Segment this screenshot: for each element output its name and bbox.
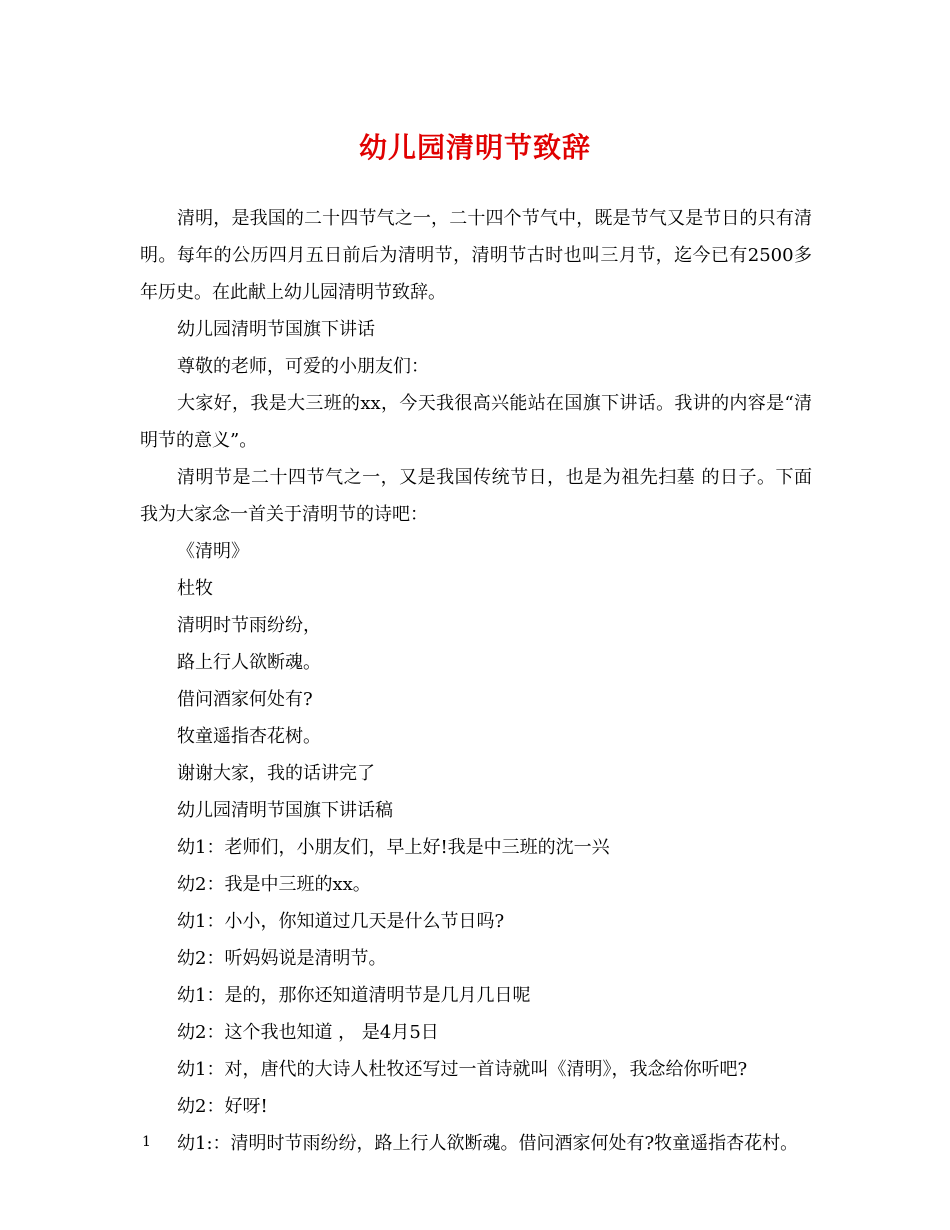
paragraph-salutation: 尊敬的老师，可爱的小朋友们： (177, 356, 429, 377)
paragraph-speech-heading: 幼儿园清明节国旗下讲话 (177, 319, 375, 340)
poem-title: 《清明》 (177, 541, 249, 562)
dialogue-line: 幼1：是的，那你还知道清明节是几月几日呢 (177, 985, 531, 1006)
paragraph-script-heading: 幼儿园清明节国旗下讲话稿 (177, 800, 393, 821)
document-body (140, 200, 812, 1162)
dialogue-line: 幼1：小小，你知道过几天是什么节日吗? (177, 911, 505, 932)
dialogue-line: 幼1：老师们，小朋友们，早上好!我是中三班的沈一兴 (177, 837, 610, 858)
poem-line-1: 清明时节雨纷纷， (177, 615, 321, 636)
poem-line-2: 路上行人欲断魂。 (177, 652, 321, 673)
paragraph-festival-intro: 清明节是二十四节气之一，又是我国传统节日，也是为祖先扫墓 的日子。下面我为大家念一首关于清明节的诗吧： (140, 467, 812, 525)
dialogue-line: 幼1:：清明时节雨纷纷，路上行人欲断魂。借问酒家何处有?牧童遥指杏花村。 (177, 1133, 799, 1154)
poem-author: 杜牧 (177, 578, 213, 599)
dialogue-line: 幼2：这个我也知道 ， 是4月5日 (177, 1022, 439, 1043)
dialogue-line: 幼2：好呀! (177, 1096, 268, 1117)
poem-line-3: 借问酒家何处有? (177, 689, 313, 710)
dialogue-line: 幼2：听妈妈说是清明节。 (177, 948, 387, 969)
dialogue-line: 幼2：我是中三班的xx。 (177, 874, 371, 895)
document-title: 幼儿园清明节致辞 (358, 131, 591, 164)
dialogue-line: 幼1：对，唐代的大诗人杜牧还写过一首诗就叫《清明》，我念给你听吧? (177, 1059, 748, 1080)
paragraph-greeting: 大家好，我是大三班的xx，今天我很高兴能站在国旗下讲话。我讲的内容是“清明节的意义”。 (140, 393, 812, 451)
poem-line-4: 牧童遥指杏花树。 (177, 726, 321, 747)
paragraph-intro: 清明，是我国的二十四节气之一，二十四个节气中，既是节气又是节日的只有清明。每年的公历四月五日前后为清明节，清明节古时也叫三月节，迄今已有2500多年历史。在此献上幼儿园清明节致辞。 (140, 208, 812, 303)
paragraph-closing: 谢谢大家，我的话讲完了 (177, 763, 375, 784)
page-number: 1 (142, 1134, 151, 1150)
